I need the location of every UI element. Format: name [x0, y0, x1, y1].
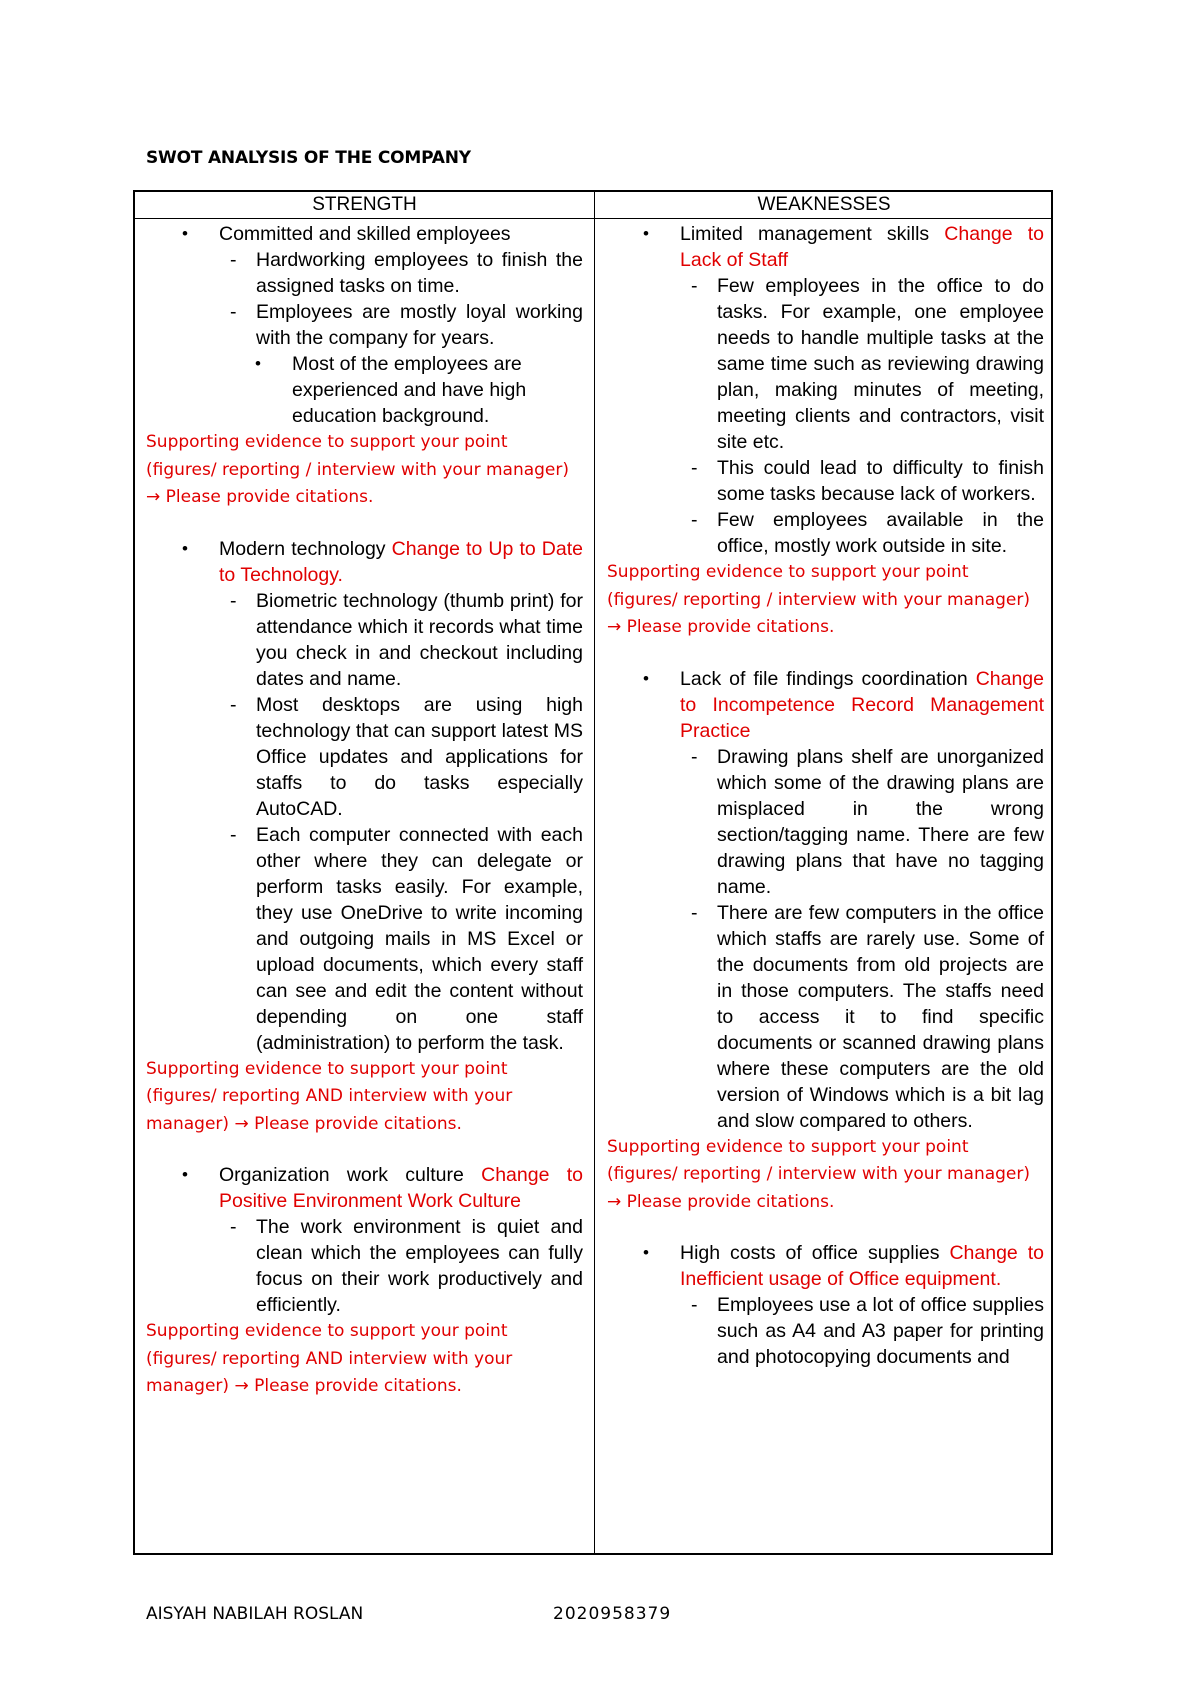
- bullet-icon: •: [182, 1165, 188, 1184]
- change-note: Change to Incompetence Record Management Practice: [680, 667, 1044, 742]
- strength-point-2: [146, 536, 583, 588]
- weakness-point-2-text: Lack of file findings coordination: [680, 667, 976, 690]
- bullet-icon: •: [643, 668, 649, 688]
- strength-point-3-detail-1: [146, 1214, 583, 1318]
- header-divider: [135, 218, 1051, 219]
- weakness-point-2: [607, 666, 1044, 744]
- detail-text: Most desktops are using high technology that can support latest MS Office updates and applications for staffs to do tasks especially AutoCAD.: [256, 693, 583, 820]
- detail-text: The work environment is quiet and clean which the employees can fully focus on their work productively and efficiently.: [256, 1216, 583, 1316]
- change-note: Change to Up to Date to Technology.: [219, 537, 583, 586]
- strength-point-2-detail-1: [146, 588, 583, 692]
- dash-marker: -: [230, 693, 237, 716]
- detail-text: Most of the employees are experienced and have high education background.: [292, 353, 527, 427]
- dash-marker: -: [230, 301, 237, 323]
- weakness-point-1: [607, 221, 1044, 273]
- weaknesses-header: WEAKNESSES: [757, 194, 891, 215]
- strength-header: STRENGTH: [312, 194, 417, 215]
- weakness-point-3-detail-1: [607, 1292, 1044, 1370]
- bullet-icon: •: [643, 224, 649, 243]
- supporting-evidence-note: Supporting evidence to support your point (figures/ reporting / interview with your manager) → Please provide citations.: [146, 432, 570, 507]
- detail-text: Each computer connected with each other where they can delegate or perform tasks easily. For example, they use OneDrive to write incoming and outgoing mails in MS Excel or upload documents, which every staff can see and edit the content without depending on one staff (administration) to perform the task.: [256, 823, 583, 1054]
- weakness-point-1-text: Limited management skills: [680, 223, 945, 245]
- strength-point-1-text: Committed and skilled employees: [219, 223, 511, 245]
- dash-marker: -: [230, 589, 237, 612]
- bullet-icon: •: [643, 1243, 649, 1262]
- weakness-point-2-detail-2: [607, 900, 1044, 1134]
- footer-author-name: AISYAH NABILAH ROSLAN: [146, 1604, 364, 1624]
- detail-text: Biometric technology (thumb print) for attendance which it records what time you check in and checkout including dates and name.: [256, 589, 583, 690]
- detail-text: This could lead to difficulty to finish some tasks because lack of workers.: [717, 457, 1044, 505]
- strength-point-2-detail-2: [146, 692, 583, 822]
- weakness-point-1-detail-2: [607, 455, 1044, 507]
- weakness-point-1-detail-1: [607, 273, 1044, 455]
- strength-point-3-text: Organization work culture: [219, 1164, 482, 1186]
- dash-marker: -: [230, 823, 237, 846]
- change-note: Change to Lack of Staff: [680, 223, 1044, 271]
- detail-text: There are few computers in the office which staffs are rarely use. Some of the documents from old projects are in those computers. The staffs need to access it to find specific documents or scanned drawing plans where these computers are the old version of Windows which is a bit lag and slow compared to others.: [717, 901, 1044, 1132]
- dash-marker: -: [230, 249, 237, 271]
- detail-text: Employees are mostly loyal working with the company for years.: [256, 301, 583, 349]
- strength-column: [146, 221, 583, 1401]
- document-title: SWOT ANALYSIS OF THE COMPANY: [146, 148, 471, 168]
- swot-table: [133, 190, 1053, 1555]
- strength-point-3: [146, 1162, 583, 1214]
- weakness-point-3-text: High costs of office supplies: [680, 1242, 950, 1264]
- dash-marker: -: [691, 457, 698, 479]
- weakness-point-3: [607, 1240, 1044, 1292]
- detail-text: Drawing plans shelf are unorganized which some of the drawing plans are misplaced in the wrong section/tagging name. There are few drawing plans that have no tagging name.: [717, 745, 1044, 898]
- dash-marker: -: [691, 745, 698, 768]
- dash-marker: -: [230, 1216, 237, 1238]
- strength-point-1-detail-1: [146, 247, 583, 299]
- supporting-evidence-note: Supporting evidence to support your point (figures/ reporting AND interview with your manager) → Please provide citations.: [146, 1321, 513, 1396]
- dash-marker: -: [691, 1294, 698, 1316]
- weaknesses-column: [607, 221, 1044, 1370]
- change-note: Change to Inefficient usage of Office equipment.: [680, 1242, 1044, 1290]
- strength-point-1-detail-2: [146, 299, 583, 351]
- strength-point-1: [146, 221, 583, 247]
- detail-text: Employees use a lot of office supplies such as A4 and A3 paper for printing and photocopying documents and: [717, 1294, 1044, 1368]
- detail-text: Few employees available in the office, mostly work outside in site.: [717, 509, 1044, 557]
- dash-marker: -: [691, 275, 698, 297]
- supporting-evidence-note: Supporting evidence to support your point (figures/ reporting / interview with your manager) → Please provide citations.: [607, 1136, 1031, 1212]
- strength-point-2-text: Modern technology: [219, 537, 392, 560]
- dash-marker: -: [691, 509, 698, 531]
- detail-text: Hardworking employees to finish the assigned tasks on time.: [256, 249, 583, 297]
- strength-point-2-detail-3: [146, 822, 583, 1056]
- column-divider: [594, 192, 595, 1553]
- bullet-icon: •: [182, 538, 188, 558]
- weakness-point-2-detail-1: [607, 744, 1044, 900]
- strength-point-1-sub-bullet: [146, 351, 583, 429]
- supporting-evidence-note: Supporting evidence to support your point (figures/ reporting AND interview with your manager) → Please provide citations.: [146, 1058, 513, 1134]
- change-note: Change to Positive Environment Work Culture: [219, 1164, 583, 1212]
- supporting-evidence-note: Supporting evidence to support your point (figures/ reporting / interview with your manager) → Please provide citations.: [607, 562, 1031, 637]
- detail-text: Few employees in the office to do tasks. For example, one employee needs to handle multiple tasks at the same time such as reviewing drawing plan, making minutes of meeting, meeting clients and contractors, visit site etc.: [717, 275, 1044, 453]
- bullet-icon: •: [255, 354, 261, 373]
- bullet-icon: •: [182, 224, 188, 243]
- footer-student-id: 2020958379: [553, 1604, 672, 1624]
- weakness-point-1-detail-3: [607, 507, 1044, 559]
- dash-marker: -: [691, 901, 698, 924]
